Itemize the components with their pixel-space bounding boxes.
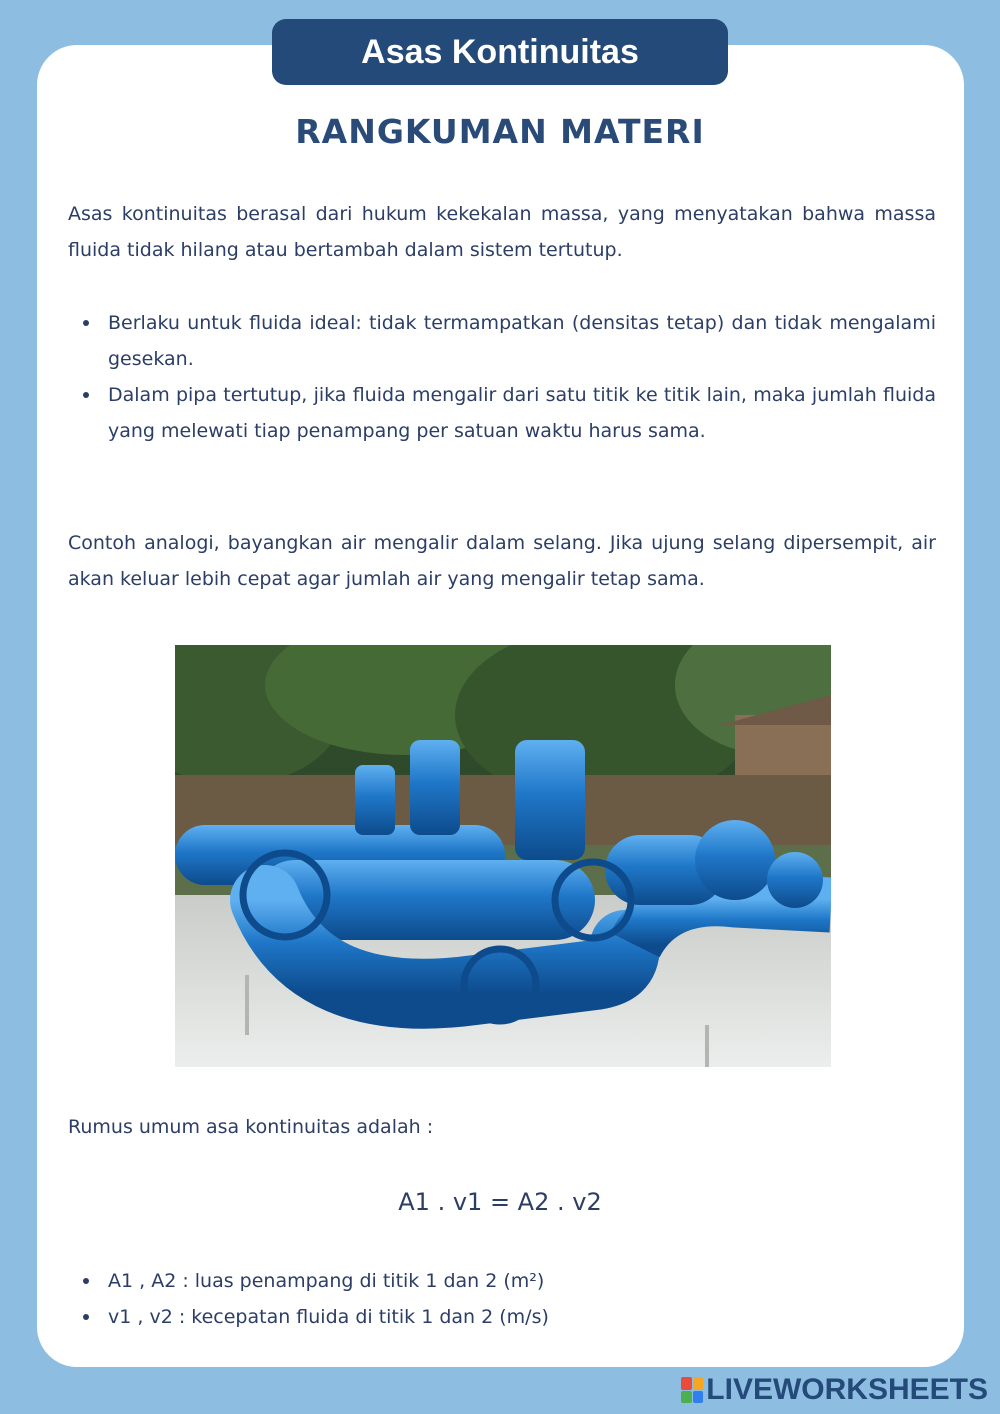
title-tab: Asas Kontinuitas (272, 19, 728, 85)
intro-paragraph: Asas kontinuitas berasal dari hukum kekekalan massa, yang menyatakan bahwa massa fluida tidak hilang atau bertambah dalam sistem tertutup. (68, 203, 936, 261)
page-heading: RANGKUMAN MATERI (295, 112, 705, 151)
list-item: v1 , v2 : kecepatan fluida di titik 1 dan 2 (m/s) (68, 1299, 936, 1335)
brand-label: LIVEWORKSHEETS (706, 1373, 988, 1406)
liveworksheets-brand[interactable] (681, 1373, 988, 1407)
pipe-photo-illustration (175, 645, 831, 1067)
definitions-list (68, 1263, 936, 1335)
liveworksheets-logo-icon (681, 1377, 703, 1403)
analogy-paragraph: Contoh analogi, bayangkan air mengalir dalam selang. Jika ujung selang dipersempit, air akan keluar lebih cepat agar jumlah air yang mengalir tetap sama. (68, 532, 936, 590)
properties-list (68, 305, 936, 449)
pipe-system-photo (175, 645, 831, 1067)
list-item: Berlaku untuk fluida ideal: tidak termampatkan (densitas tetap) dan tidak mengalami gesekan. (68, 305, 936, 377)
formula-intro: Rumus umum asa kontinuitas adalah : (68, 1116, 434, 1138)
list-item: A1 , A2 : luas penampang di titik 1 dan 2 (m²) (68, 1263, 936, 1299)
list-item: Dalam pipa tertutup, jika fluida mengalir dari satu titik ke titik lain, maka jumlah fluida yang melewati tiap penampang per satuan waktu harus sama. (68, 377, 936, 449)
continuity-formula: A1 . v1 = A2 . v2 (398, 1188, 602, 1216)
